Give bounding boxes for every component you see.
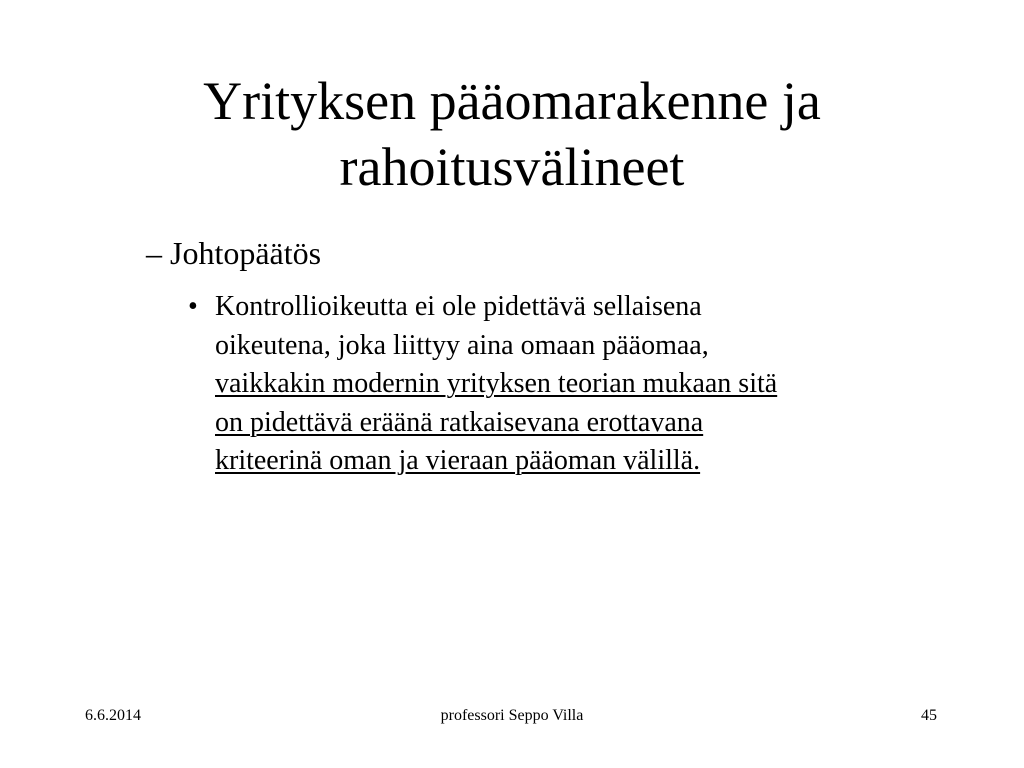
bullet-line-4 bbox=[215, 404, 777, 443]
footer-author: professori Seppo Villa bbox=[440, 707, 584, 724]
underlined-text: on pidettävä eräänä ratkaisevana erottavana bbox=[215, 406, 704, 438]
slide-title-line-1: Yrityksen pääomarakenne ja bbox=[203, 71, 821, 131]
bullet-marker: • bbox=[188, 291, 198, 322]
footer-date: 6.6.2014 bbox=[85, 707, 141, 724]
bullet-line-2: oikeutena, joka liittyy aina omaan pääomaa, bbox=[215, 329, 709, 361]
footer-page-number: 45 bbox=[921, 707, 937, 724]
bullet-line-5 bbox=[215, 442, 777, 481]
underlined-text: kriteerinä oman ja vieraan pääoman välillä. bbox=[215, 445, 701, 476]
subheading-johtopaatos: – Johtopäätös bbox=[146, 235, 322, 271]
slide-title bbox=[0, 68, 1024, 200]
underlined-text: vaikkakin modernin yrityksen teorian mukaan sitä bbox=[215, 368, 778, 399]
slide-title-line-2: rahoitusvälineet bbox=[339, 137, 685, 197]
bullet-line-1: Kontrollioikeutta ei ole pidettävä sellaisena bbox=[215, 291, 702, 322]
bullet-text bbox=[215, 288, 777, 481]
bullet-line-3 bbox=[215, 365, 777, 404]
